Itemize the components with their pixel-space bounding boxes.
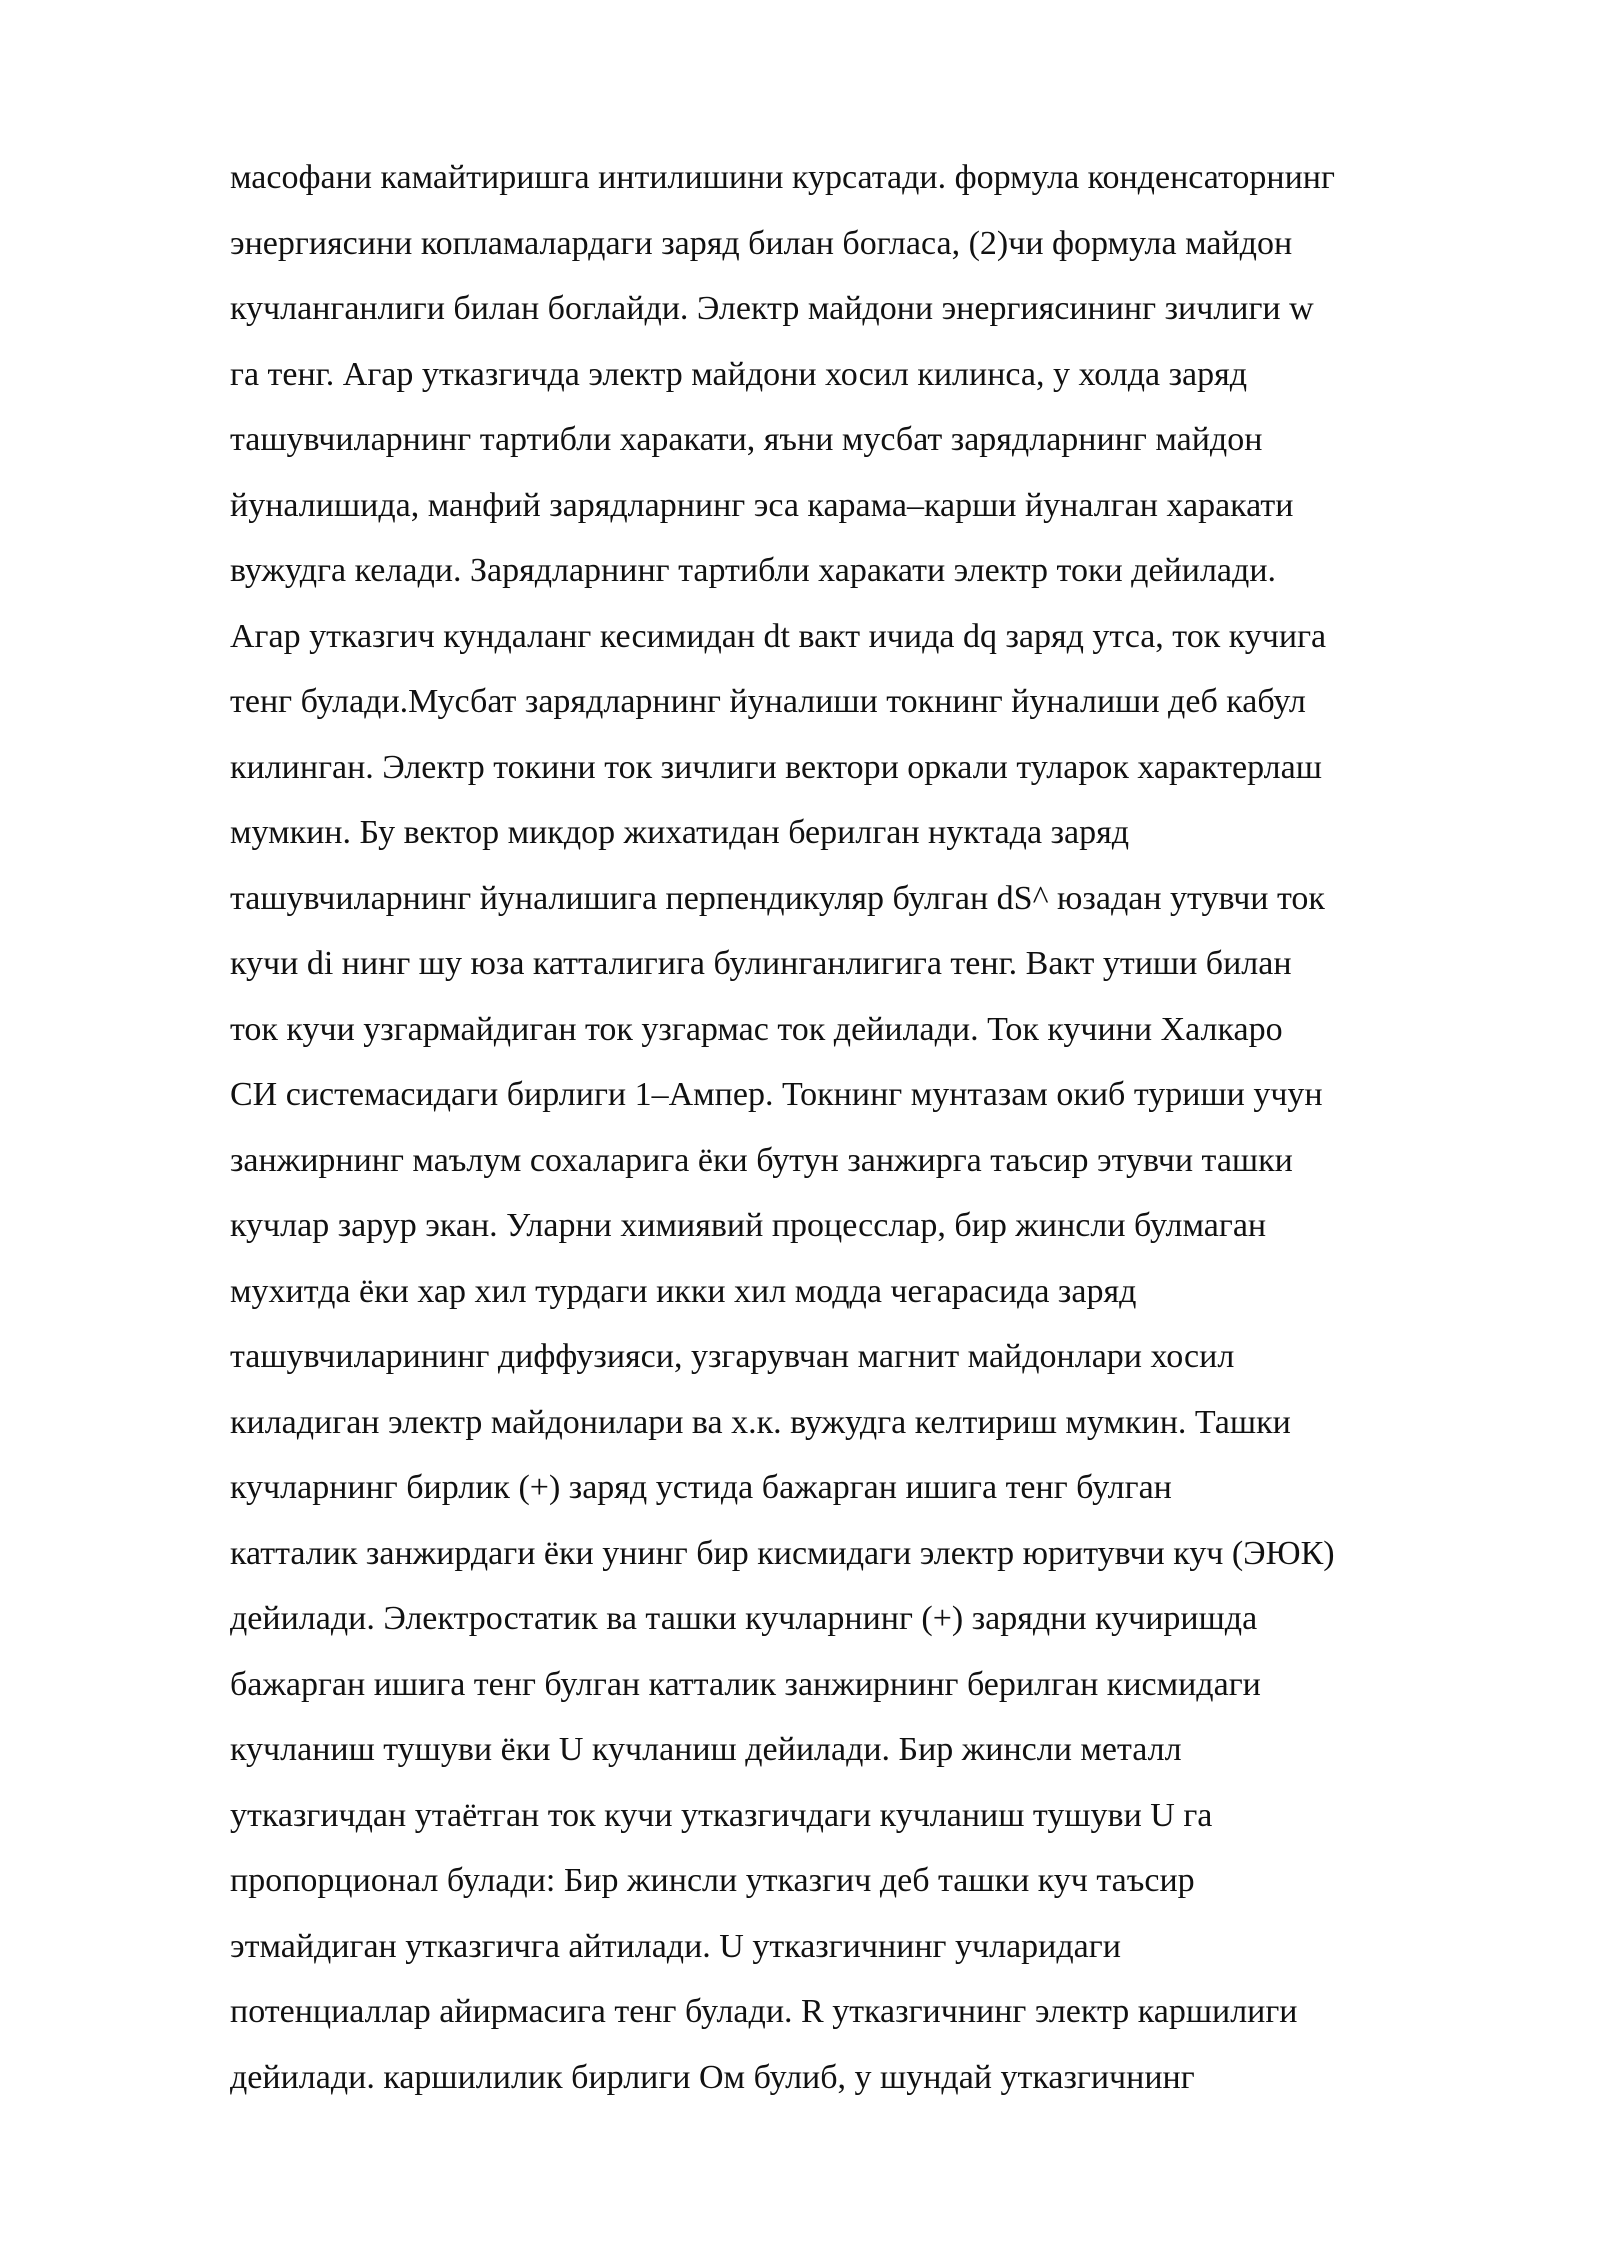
text-line: энергиясини копламалардаги заряд билан богласа, (2)чи формула майдон xyxy=(230,224,1293,262)
text-line: этмайдиган утказгичга айтилади. U утказгичнинг учларидаги xyxy=(230,1927,1121,1965)
text-line: потенциаллар айирмасига тенг булади. R утказгичнинг электр каршилиги xyxy=(230,1993,1298,2030)
text-line: мумкин. Бу вектор микдор жихатидан берилган нуктада заряд xyxy=(230,814,1130,851)
text-line: дейилади. каршилилик бирлиги Ом булиб, у шундай утказгичнинг xyxy=(230,2058,1195,2096)
text-line: га тенг. Агар утказгичда электр майдони хосил килинса, у холда заряд xyxy=(230,355,1248,393)
text-line: кучланиш тушуви ёки U кучланиш дейилади. Бир жинсли металл xyxy=(230,1731,1182,1768)
text-line: йуналишида, манфий зарядларнинг эса карама–карши йуналган харакати xyxy=(230,486,1294,524)
text-line: занжирнинг маълум сохаларига ёки бутун занжирга таъсир этувчи ташки xyxy=(230,1141,1293,1179)
text-line: катталик занжирдаги ёки унинг бир кисмидаги электр юритувчи куч (ЭЮК) xyxy=(230,1534,1335,1572)
text-line: киладиган электр майдонилари ва х.к. вужудга келтириш мумкин. Ташки xyxy=(230,1403,1291,1441)
text-line: килинган. Электр токини ток зичлиги вектори оркали туларок характерлаш xyxy=(230,748,1322,786)
text-line: кучлар зарур экан. Уларни химиявий процесслар, бир жинсли булмаган xyxy=(230,1207,1267,1244)
text-line: дейилади. Электростатик ва ташки кучларнинг (+) зарядни кучиришда xyxy=(230,1600,1258,1637)
text-line: ташувчиларининг диффузияси, узгарувчан магнит майдонлари хосил xyxy=(230,1338,1235,1375)
text-line: кучи di нинг шу юза катталигига булинганлигига тенг. Вакт утиши билан xyxy=(230,945,1292,982)
text-line: кучланганлиги билан боглайди. Электр майдони энергиясининг зичлиги w xyxy=(230,290,1314,327)
text-line: ташувчиларнинг тартибли харакати, яъни мусбат зарядларнинг майдон xyxy=(230,421,1263,458)
text-line: мухитда ёки хар хил турдаги икки хил модда чегарасида заряд xyxy=(230,1272,1137,1310)
body-text xyxy=(230,145,1496,2110)
text-line: СИ системасидаги бирлиги 1–Ампер. Токнинг мунтазам окиб туриши учун xyxy=(230,1076,1323,1113)
text-line: вужудга келади. Зарядларнинг тартибли харакати электр токи дейилади. xyxy=(230,552,1277,589)
text-line: пропорционал булади: Бир жинсли утказгич деб ташки куч таъсир xyxy=(230,1862,1195,1899)
text-line: ток кучи узгармайдиган ток узгармас ток дейилади. Ток кучини Халкаро xyxy=(230,1010,1283,1048)
text-line: Агар утказгич кундаланг кесимидан dt вакт ичида dq заряд утса, ток кучига xyxy=(230,617,1327,655)
text-line: утказгичдан утаётган ток кучи утказгичдаги кучланиш тушуви U га xyxy=(230,1796,1213,1834)
text-line: бажарган ишига тенг булган катталик занжирнинг берилган кисмидаги xyxy=(230,1665,1261,1703)
text-line: ташувчиларнинг йуналишига перпендикуляр булган dS^ юзадан утувчи ток xyxy=(230,879,1325,917)
text-line: масофани камайтиришга интилишини курсатади. формула конденсаторнинг xyxy=(230,159,1335,196)
text-line: кучларнинг бирлик (+) заряд устида бажарган ишига тенг булган xyxy=(230,1469,1172,1506)
text-line: тенг булади.Мусбат зарядларнинг йуналиши токнинг йуналиши деб кабул xyxy=(230,683,1306,720)
